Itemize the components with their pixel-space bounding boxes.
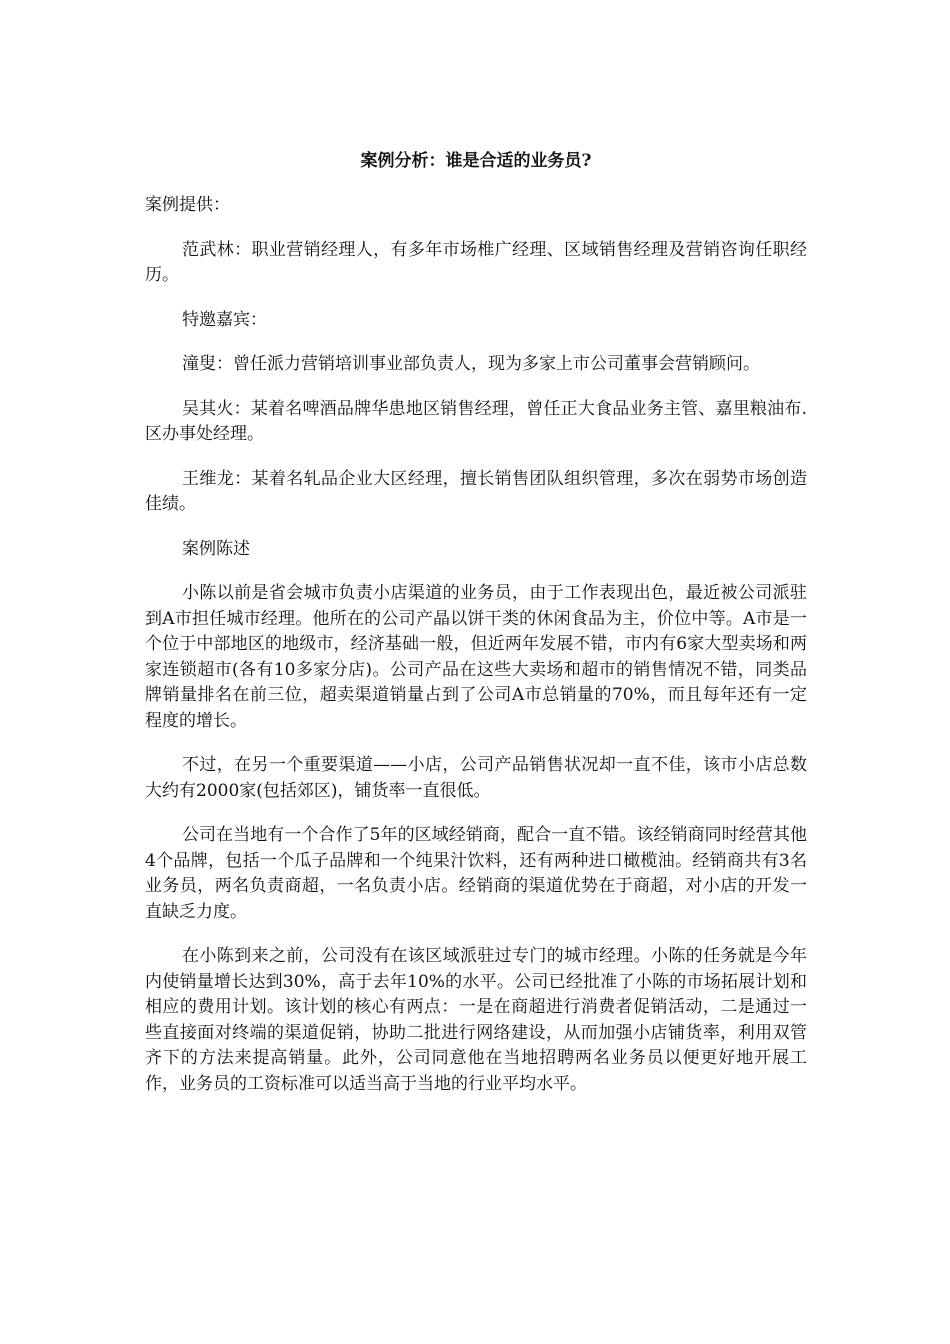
body-paragraph: 不过，在另一个重要渠道——小店，公司产品销售状况却一直不佳，该市小店总数大约有2000家(包括郊区)，铺货率一直很低。	[145, 755, 807, 801]
body-paragraph: 案例提供：	[145, 195, 230, 215]
body-paragraph: 潼叟：曾任派力营销培训事业部负责人，现为多家上市公司董事会营销顾问。	[182, 354, 760, 374]
document-body	[145, 148, 807, 1116]
body-paragraph: 王维龙：某着名轧品企业大区经理，擅长销售团队组织管理，多次在弱势市场创造佳绩。	[145, 468, 807, 514]
body-paragraph: 吴其火：某着名啤酒品牌华患地区销售经理，曾任正大食品业务主管、嘉里粮油布.区办事处经理。	[145, 398, 807, 444]
body-paragraph: 案例陈述	[182, 538, 250, 559]
body-paragraph: 小陈以前是省会城市负责小店渠道的业务员，由于工作表现出色，最近被公司派驻到A市担任城市经理。他所在的公司产晶以饼干类的休闲食品为主，价位中等。A市是一个位于中部地区的地级市，经济基础一般，但近两年发展不错，市内有6家大型卖场和两家连锁超市(各有10多家分店)。公司产品在这些大卖场和超市的销售情况不错，同类品牌销量排名在前三位，超卖渠道销量占到了公司A市总销量的70%，而且每年还有一定程度的增长。	[145, 583, 807, 731]
body-paragraph: 特邀嘉宾：	[182, 309, 267, 330]
document-title: 案例分析：谁是合适的业务员?	[360, 151, 592, 171]
body-paragraph: 公司在当地有一个合作了5年的区域经销商，配合一直不错。该经销商同时经营其他4个品牌，包括一个瓜子品牌和一个纯果汁饮料，还有两种进口橄榄油。经销商共有3名业务员，两名负责商超，一名负责小店。经销商的渠道优势在于商超，对小店的开发一直缺乏力度。	[145, 825, 807, 922]
body-paragraph: 范武林：职业营销经理人，有多年市场椎广经理、区域销售经理及营销咨询任职经历。	[145, 239, 807, 285]
paragraph-list	[145, 193, 807, 1097]
body-paragraph: 在小陈到来之前，公司没有在该区域派驻过专门的城市经理。小陈的任务就是今年内使销量增长达到30%，高于去年10%的水平。公司已经批准了小陈的市场拓展计划和相应的费用计划。该计划的核心有两点：一是在商超进行消费者促销活动，二是通过一些直接面对终端的渠道促销，协助二批进行网络建设，从而加强小店铺货率，利用双管齐下的方法来提高销量。此外，公司同意他在当地招聘两名业务员以便更好地开展工作，业务员的工资标准可以适当高于当地的行业平均水平。	[145, 946, 807, 1094]
